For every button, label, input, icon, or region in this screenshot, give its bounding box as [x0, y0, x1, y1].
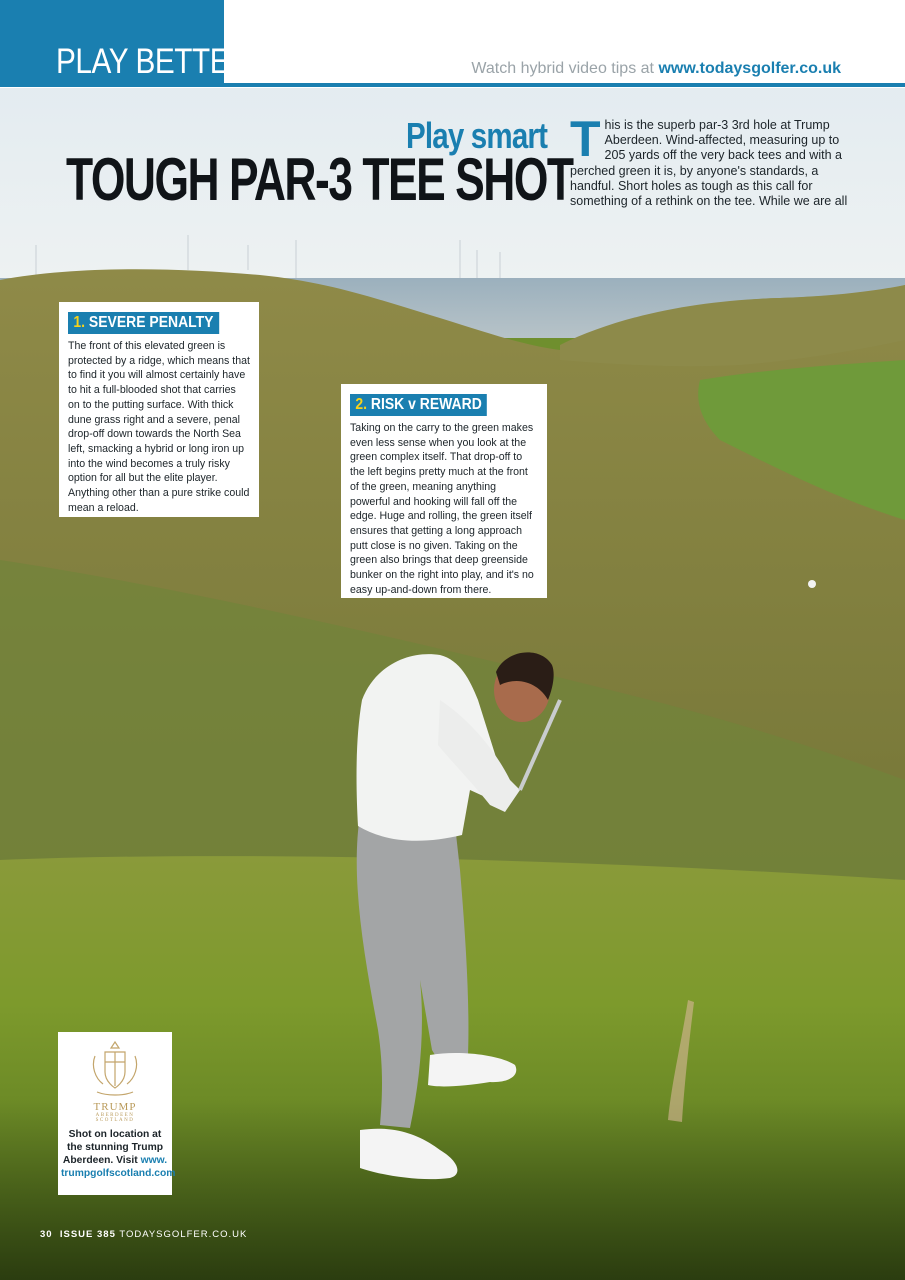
drop-cap: T: [570, 111, 601, 167]
logo-brand: TRUMP: [93, 1101, 137, 1113]
article-headline: TOUGH PAR-3 TEE SHOT: [66, 146, 573, 213]
intro-paragraph: [570, 111, 848, 209]
logo-caption-link[interactable]: www. trumpgolfscotland.com: [61, 1155, 176, 1179]
tip-heading: [68, 312, 219, 334]
tip-number: 2.: [355, 396, 368, 413]
tip-box-severe-penalty: [59, 302, 259, 517]
crest-icon: [87, 1038, 143, 1100]
tip-body: Taking on the carry to the green makes even less sense when you look at the green complex itself. That drop-off to the left begins pretty much at the front of the green, meaning anything powerful and hooking will fall off the edge. Huge and rolling, the green itself ensures that getting a long approach putt close is no given. Taking on the green also brings that deep greenside bunker on the right into play, and it's no easy up-and-down from there.: [350, 422, 534, 596]
intro-text: his is the superb par-3 3rd hole at Trump Aberdeen. Wind-affected, measuring up to 205 yards off the very back tees and with a perched green it is, by anyone's standards, a handful. Short holes as tough as this call for something of a rethink on the tee. While we are all: [570, 118, 848, 209]
header-tip-prefix: Watch hybrid video tips at: [471, 60, 654, 77]
issue-number: ISSUE 385: [59, 1229, 116, 1240]
tip-heading: [350, 394, 487, 416]
logo-brand-sub: ABERDEEN: [95, 1113, 135, 1118]
section-label: PLAY BETTER: [56, 42, 251, 81]
logo-brand-sub2: SCOTLAND: [95, 1118, 135, 1123]
tip-box-risk-reward: [341, 384, 547, 598]
article-kicker: Play smart: [405, 115, 547, 156]
logo-caption-text: Shot on location at the stunning Trump Aberdeen. Visit: [62, 1129, 164, 1166]
section-tab: [0, 0, 251, 86]
tip-title: RISK v REWARD: [370, 396, 482, 413]
page-number: 30: [40, 1229, 53, 1240]
logo-caption: [58, 1128, 176, 1180]
tip-body: The front of this elevated green is protected by a ridge, which means that to find it you will almost certainly have to hit a full-blooded shot that carries on to the putting surface. With thick dune grass right and a severe, penal drop-off down towards the North Sea left, smacking a hybrid or long iron up into the wind becomes a truly risky option for all but the elite player. Anything other than a pure strike could mean a reload.: [68, 340, 250, 514]
footer-site: TODAYSGOLFER.CO.UK: [119, 1229, 248, 1240]
header-video-tip: [471, 60, 841, 78]
tip-number: 1.: [73, 314, 86, 331]
trump-logo-card: [58, 1032, 176, 1195]
header-tip-link[interactable]: www.todaysgolfer.co.uk: [658, 60, 841, 77]
tip-title: SEVERE PENALTY: [88, 314, 214, 331]
page-footer: [40, 1229, 247, 1240]
